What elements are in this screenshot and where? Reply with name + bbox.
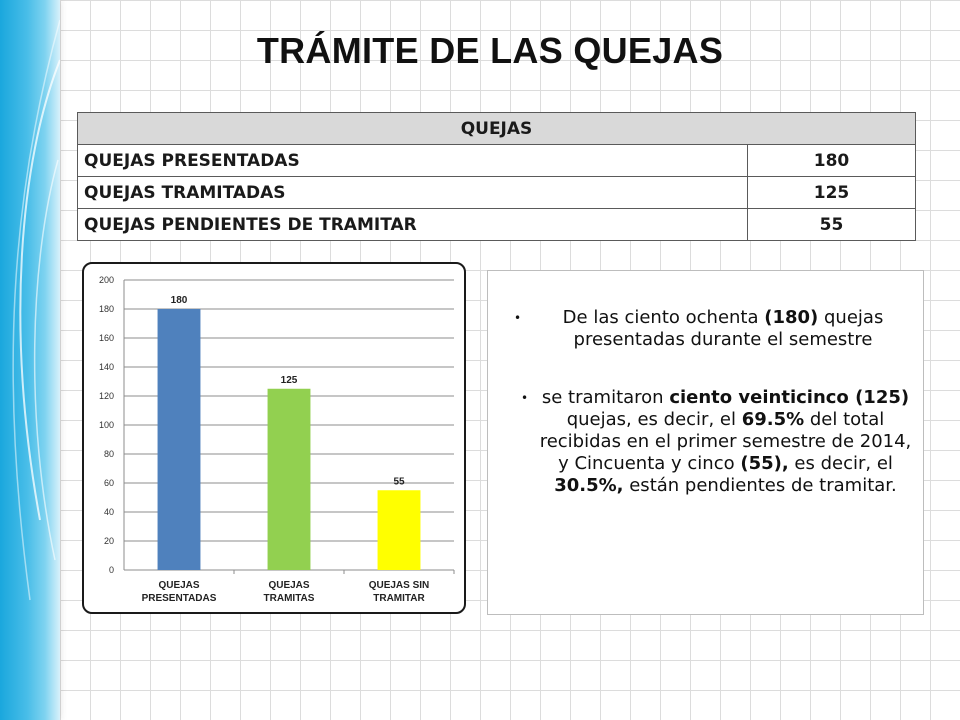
bullet-text: es decir, el: [788, 453, 893, 474]
bullet-text: del total recibidas en el primer semestre de 2014, y Cincuenta y cinco: [539, 409, 912, 474]
summary-text-box: [487, 270, 924, 615]
row-value: 55: [748, 209, 916, 241]
bullet-dot: •: [514, 311, 522, 325]
y-tick-label: 80: [103, 449, 114, 459]
row-label: QUEJAS PRESENTADAS: [78, 145, 748, 177]
bar: [378, 490, 421, 570]
bullet-text-bold: 69.5%: [741, 409, 805, 430]
y-tick-label: 0: [108, 565, 114, 575]
bullet-text-bold: ciento veinticinco (125): [669, 387, 910, 408]
bar: [158, 309, 201, 570]
bullet-text: quejas presentadas durante el semestre: [573, 307, 884, 350]
y-tick-label: 120: [98, 391, 114, 401]
y-tick-label: 200: [98, 275, 114, 285]
quejas-table: [77, 112, 916, 241]
y-tick-label: 20: [103, 536, 114, 546]
x-tick-label: TRAMITAS: [263, 593, 315, 604]
row-label: QUEJAS TRAMITADAS: [78, 177, 748, 209]
bullet-text: se tramitaron: [541, 387, 670, 408]
table-row: [78, 145, 916, 177]
bullet-text: están pendientes de tramitar.: [623, 475, 897, 496]
bullet-text: quejas, es decir, el: [566, 409, 742, 430]
bar-chart: [84, 264, 464, 612]
data-label: 125: [280, 374, 298, 386]
row-value: 125: [748, 177, 916, 209]
x-tick-label: PRESENTADAS: [141, 593, 217, 604]
y-tick-label: 180: [98, 304, 114, 314]
bullet-text-bold: (55),: [740, 453, 789, 474]
bullet-dot: •: [521, 391, 529, 405]
table-row: [78, 209, 916, 241]
bar: [268, 389, 311, 570]
bar-chart-container: [82, 262, 466, 614]
data-label: 180: [170, 295, 188, 306]
data-label: 55: [393, 476, 405, 488]
y-tick-label: 60: [103, 478, 114, 488]
bullet-text: De las ciento ochenta: [562, 307, 765, 328]
x-tick-label: QUEJAS SIN: [368, 580, 430, 591]
x-tick-label: TRAMITAR: [373, 593, 425, 604]
page-title: TRÁMITE DE LAS QUEJAS: [256, 30, 724, 71]
table-header-row: [78, 113, 916, 145]
stripe-swoosh: [0, 0, 60, 720]
y-tick-label: 100: [98, 420, 114, 430]
bullet-text-bold: (180): [764, 307, 819, 328]
decorative-side-stripe: [0, 0, 60, 720]
x-tick-label: QUEJAS: [268, 580, 310, 591]
y-tick-label: 40: [103, 507, 114, 517]
table-row: [78, 177, 916, 209]
row-label: QUEJAS PENDIENTES DE TRAMITAR: [78, 209, 748, 241]
summary-bullet-2: [521, 387, 918, 497]
bullet-text-bold: 30.5%,: [554, 475, 624, 496]
x-tick-label: QUEJAS: [158, 580, 200, 591]
table-header: QUEJAS: [78, 113, 916, 145]
y-tick-label: 160: [98, 333, 114, 343]
summary-bullet-1: [514, 307, 908, 351]
y-tick-label: 140: [98, 362, 114, 372]
row-value: 180: [748, 145, 916, 177]
